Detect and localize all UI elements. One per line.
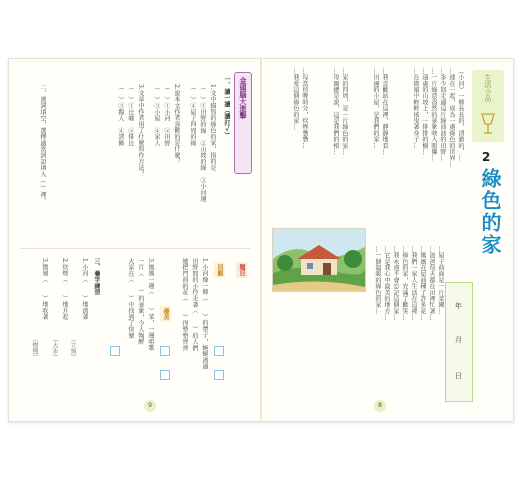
fill-blank-line: 田野間的小徑走著（ ）的人們 bbox=[191, 258, 198, 351]
practice-line: 2.炊煙（ ）地升起 bbox=[61, 258, 68, 320]
question-line: （ ）③擬人 ④誇飾 bbox=[117, 84, 124, 146]
fill-blank-line: 3.媽媽一邊（ ）菜，一邊唱歌 bbox=[147, 258, 154, 351]
question-line: （ ）①田野的綠 ②山坡的綠 ③小河邊 bbox=[199, 84, 206, 202]
practice-line: 三、疊字練習 bbox=[93, 258, 100, 296]
answer-box[interactable] bbox=[160, 346, 170, 356]
body-column: …我喜歡站在這裡，靜靜地看… bbox=[381, 68, 388, 155]
body-column: …媽媽在屋前種了許多花… bbox=[419, 246, 426, 321]
body-column: …家的四周，是一片綠色的家… bbox=[341, 68, 348, 155]
fill-blank-line: 她把門前的花（ ）得整整齊齊 bbox=[181, 258, 188, 351]
section-title: 一、讀一讀（讀打✓） bbox=[223, 76, 230, 138]
practice-line: 3.微風（ ）地吹著 bbox=[41, 258, 48, 320]
question-line: 3.文章中作者用了什麼寫作方法？ bbox=[137, 84, 144, 177]
body-column: …連在一起，成為一處綠色的世界… bbox=[448, 68, 455, 168]
fill-blank-line: 一片（ ）的景象，令人陶醉 bbox=[137, 258, 144, 345]
date-label-month: 月 bbox=[455, 336, 462, 344]
answer-box[interactable] bbox=[110, 346, 120, 356]
challenge-badge-text: 金頭腦大進擊 bbox=[239, 77, 247, 119]
challenge-badge bbox=[234, 72, 252, 174]
fill-blank-line: 大家在（ ）中找到了快樂 bbox=[127, 258, 134, 339]
body-column: …屋子前面是一片菜園… bbox=[437, 246, 444, 315]
body-column: …在微風中輕輕搖曳著身子… bbox=[412, 68, 419, 149]
hint-word: （立刻） bbox=[69, 336, 76, 360]
page-number-right: 8 bbox=[374, 400, 386, 412]
lesson-number: 2 bbox=[482, 150, 491, 164]
hint-word: （大步） bbox=[51, 336, 58, 360]
question-line: （ ）①小河 ②田野 bbox=[163, 84, 170, 146]
date-label-year: 年 bbox=[455, 302, 462, 310]
question-line: （ ）④屋子四周的綠 bbox=[189, 84, 196, 146]
question-line: 2.說本文作者喜歡的是什麼？ bbox=[173, 84, 180, 165]
hint-word: （慢慢） bbox=[31, 336, 38, 360]
tag-review: 回顧 bbox=[216, 264, 223, 276]
cup-icon bbox=[479, 112, 497, 136]
date-box bbox=[445, 282, 473, 402]
tag-question: 題目 bbox=[238, 264, 245, 276]
date-label-day: 日 bbox=[455, 372, 462, 380]
book-gutter bbox=[260, 58, 262, 420]
answer-box[interactable] bbox=[160, 370, 170, 380]
lesson-title: 綠色的家 bbox=[478, 168, 502, 256]
body-column: …爸爸每天都在田裡忙著… bbox=[428, 246, 435, 321]
answer-box[interactable] bbox=[214, 346, 224, 356]
body-column: …每當傍晚時分，炊煙裊裊… bbox=[301, 68, 308, 149]
body-column: …一個溫暖的綠色的家… bbox=[374, 246, 381, 315]
house-illustration bbox=[272, 228, 366, 292]
answer-box[interactable] bbox=[214, 370, 224, 380]
question-line: 二、選詞填空，選擇適當詞語填入（ ）裡。 bbox=[39, 84, 46, 204]
question-line: 1.文中描寫的綠色的家，指的是 bbox=[209, 84, 216, 171]
body-column: …田邊的小屋，是我們的家… bbox=[372, 68, 379, 149]
series-label: 生活小品 bbox=[484, 74, 492, 102]
practice-line: 1.小河（ ）地流著 bbox=[81, 258, 88, 320]
question-line: （ ）③小屋 ④家人 bbox=[153, 84, 160, 146]
question-line: （ ）①比喻 ②排比 bbox=[127, 84, 134, 146]
divider-line bbox=[20, 248, 250, 249]
body-column: …我愛這個綠色的家… bbox=[292, 68, 299, 130]
page-number-left: 9 bbox=[144, 400, 156, 412]
body-column: …一片綠意盎然的景象映入眼簾… bbox=[430, 68, 437, 161]
body-column: …母親總是說，這是我們的根… bbox=[332, 68, 339, 155]
series-label-box bbox=[472, 70, 504, 142]
body-column: …遠處的山坡上，一排排的樹… bbox=[421, 68, 428, 155]
body-column: （小河）一條長長的、清澈的、… bbox=[457, 68, 464, 161]
body-column: …它是我心中最美的地方… bbox=[383, 246, 390, 321]
body-column: …多少回走過這片綠油油的田野… bbox=[439, 68, 446, 161]
body-column: …我們一家人生活在這裡… bbox=[410, 246, 417, 321]
fill-blank-line: 1.小河像一條（ ）的帶子，蜿蜒流過 bbox=[201, 258, 208, 370]
body-column: …綠色的家，充滿了歡笑… bbox=[401, 246, 408, 321]
body-column: …我永遠不會忘記這個家… bbox=[392, 246, 399, 321]
tag-beautiful: 優美 bbox=[162, 308, 169, 320]
